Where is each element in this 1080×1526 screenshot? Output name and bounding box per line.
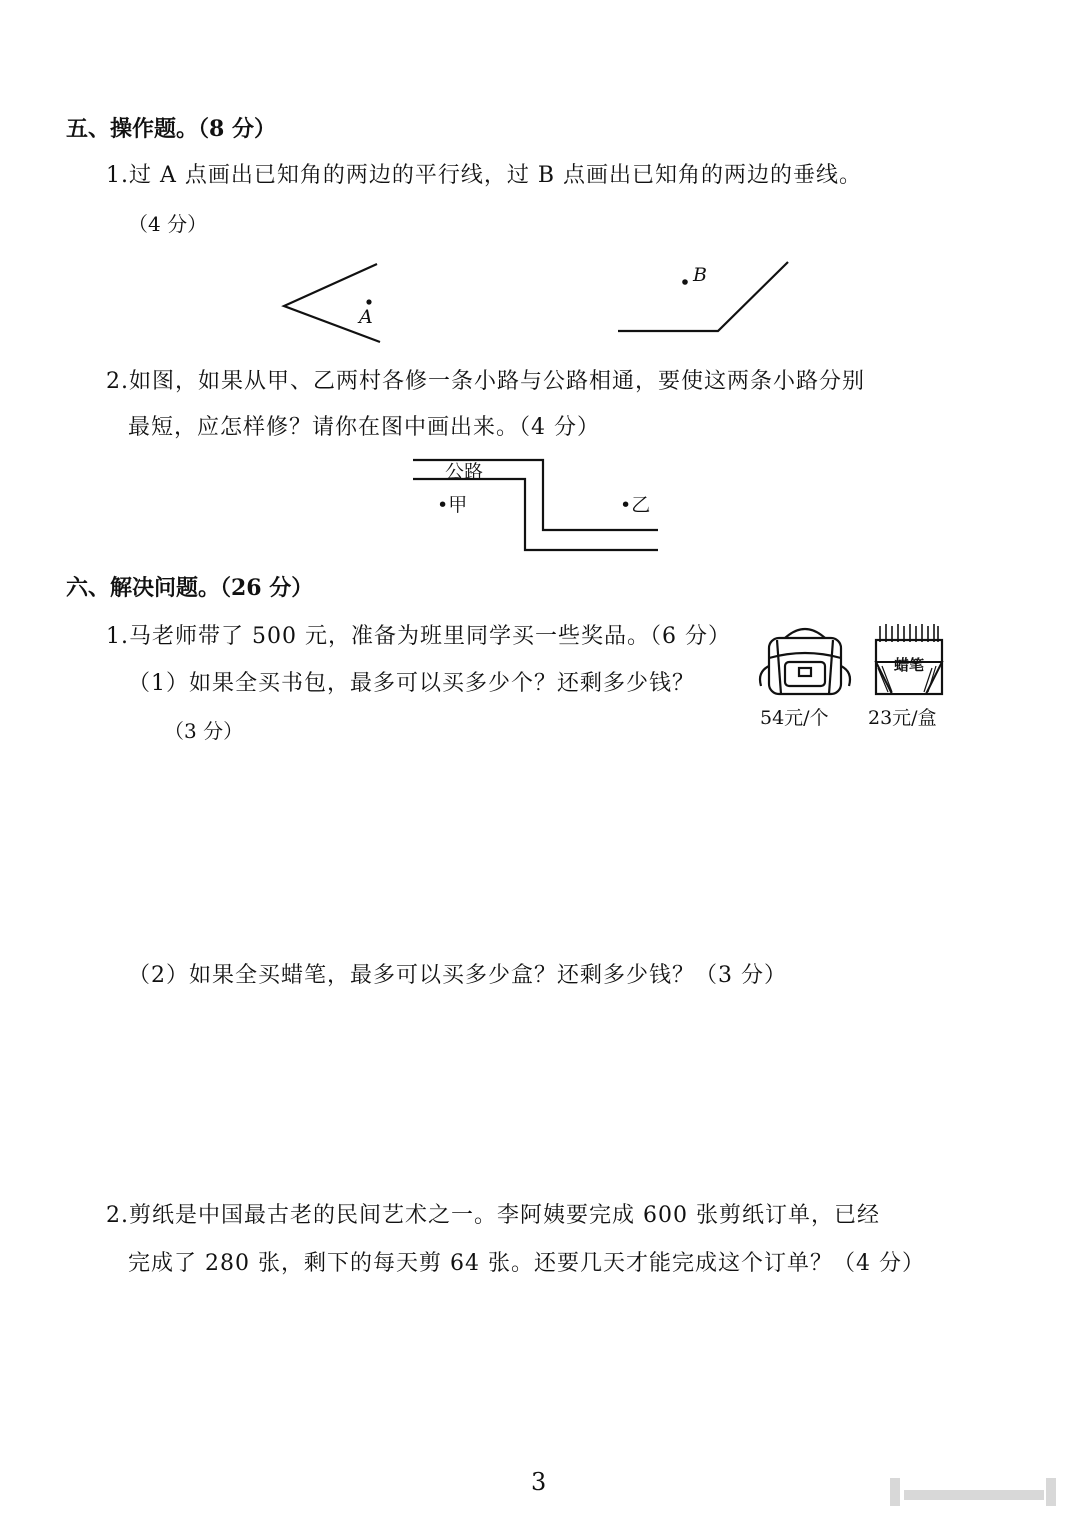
s5-q2-line1: 2.如图，如果从甲、乙两村各修一条小路与公路相通，要使这两条小路分别 — [106, 369, 865, 394]
s6-q1-sub1-points: （3 分） — [164, 719, 244, 743]
backpack-icon — [755, 620, 855, 700]
angle-a-sides — [284, 264, 380, 342]
s6-q2-line1: 2.剪纸是中国最古老的民间艺术之一。李阿姨要完成 600 张剪纸订单，已经 — [106, 1203, 880, 1228]
label-a: A — [359, 306, 373, 328]
page-number: 3 — [531, 1468, 547, 1496]
section6-title: 六、解决问题。（26 分） — [66, 575, 314, 601]
point-a-dot — [366, 299, 371, 304]
village-jia: •甲 — [437, 494, 468, 516]
scan-artifact-bar — [904, 1490, 1044, 1500]
crayon-price: 23元/盒 — [868, 707, 937, 729]
label-b: B — [693, 264, 707, 286]
crayon-box-label: 蜡笔 — [894, 656, 925, 674]
scan-artifact-left — [890, 1478, 900, 1506]
scan-artifact-right — [1046, 1478, 1056, 1506]
s6-q1-text: 1.马老师带了 500 元，准备为班里同学买一些奖品。（6 分） — [106, 624, 731, 649]
village-yi: •乙 — [620, 494, 651, 516]
backpack-price: 54元/个 — [760, 707, 829, 729]
point-b-dot — [682, 279, 688, 285]
s5-q1-text: 1.过 A 点画出已知角的两边的平行线，过 B 点画出已知角的两边的垂线。 — [106, 163, 863, 188]
section5-title: 五、操作题。（8 分） — [66, 116, 276, 142]
s5-q2-line2: 最短，应怎样修？请你在图中画出来。（4 分） — [128, 415, 600, 440]
s6-q2-line2: 完成了 280 张，剩下的每天剪 64 张。还要几天才能完成这个订单？（4 分） — [128, 1251, 925, 1276]
s6-q1-sub1: （1）如果全买书包，最多可以买多少个？还剩多少钱？ — [128, 671, 695, 696]
road-label: 公路 — [445, 461, 484, 483]
s5-q1-points: （4 分） — [128, 212, 208, 236]
s6-q1-sub2: （2）如果全买蜡笔，最多可以买多少盒？还剩多少钱？（3 分） — [128, 963, 787, 988]
